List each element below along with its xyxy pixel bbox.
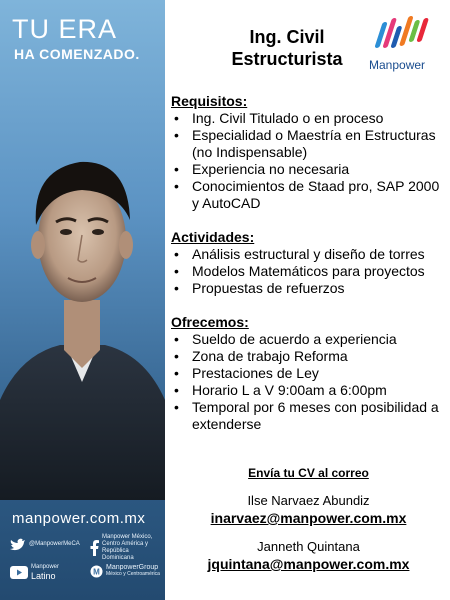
youtube-label-small: Manpower: [31, 564, 60, 570]
twitter-link[interactable]: [10, 538, 80, 551]
list-item: • Propuestas de refuerzos: [171, 280, 446, 297]
list-item: • Zona de trabajo Reforma: [171, 348, 446, 365]
svg-text:M: M: [93, 567, 100, 576]
list-item: • Temporal por 6 meses con posibilidad a extenderse: [171, 399, 446, 433]
youtube-label: Latino: [31, 571, 56, 581]
list-item: • Horario L a V 9:00am a 6:00pm: [171, 382, 446, 399]
left-banner: [0, 0, 165, 600]
list-item: • Modelos Matemáticos para proyectos: [171, 263, 446, 280]
tagline-line2: HA COMENZADO.: [14, 46, 140, 62]
section-requisitos: [171, 93, 446, 212]
section-heading: Actividades:: [171, 229, 255, 245]
job-title-line1: Ing. Civil: [249, 27, 325, 47]
website-url[interactable]: manpower.com.mx: [12, 510, 146, 527]
section-actividades: [171, 229, 446, 297]
facebook-icon: [90, 540, 99, 556]
section-heading: Requisitos:: [171, 93, 248, 109]
manpowergroup-link[interactable]: [90, 564, 160, 578]
send-cv-heading: Envía tu CV al correo: [248, 466, 369, 480]
contact-name-1: Ilse Narvaez Abundiz: [247, 493, 370, 508]
job-title-line2: Estructurista: [231, 49, 343, 69]
contact-email-1[interactable]: inarvaez@manpower.com.mx: [210, 510, 407, 526]
job-title: [212, 26, 362, 70]
facebook-page: Manpower México, Centro América y República Dominicana: [102, 534, 153, 561]
manpowergroup-icon: [90, 565, 103, 578]
youtube-icon: [10, 566, 28, 579]
manpowergroup-label: ManpowerGroup: [106, 564, 159, 571]
twitter-icon: [10, 538, 26, 551]
section-ofrecemos: [171, 314, 446, 433]
tagline-line1: TU ERA: [12, 14, 118, 44]
facebook-link[interactable]: [90, 534, 162, 562]
section-heading: Ofrecemos:: [171, 314, 249, 330]
youtube-link[interactable]: [10, 564, 59, 581]
contact-email-2[interactable]: jquintana@manpower.com.mx: [207, 556, 410, 572]
list-item: • Prestaciones de Ley: [171, 365, 446, 382]
list-item: • Experiencia no necesaria: [171, 161, 446, 178]
list-item: • Ing. Civil Titulado o en proceso: [171, 110, 446, 127]
portrait-photo: [0, 100, 165, 500]
social-links: [10, 534, 160, 594]
list-item: • Conocimientos de Staad pro, SAP 2000 y AutoCAD: [171, 178, 446, 212]
contact-name-2: Janneth Quintana: [257, 539, 360, 554]
list-item: • Especialidad o Maestría en Estructuras (no Indispensable): [171, 127, 446, 161]
twitter-handle: @ManpowerMeCA: [29, 541, 80, 547]
list-item: • Sueldo de acuerdo a experiencia: [171, 331, 446, 348]
manpower-logo-text: Manpower: [369, 58, 426, 72]
contact-section: [171, 466, 446, 573]
list-item: • Análisis estructural y diseño de torres: [171, 246, 446, 263]
manpowergroup-region: México y Centroamérica: [106, 571, 160, 577]
job-details: [171, 93, 446, 433]
